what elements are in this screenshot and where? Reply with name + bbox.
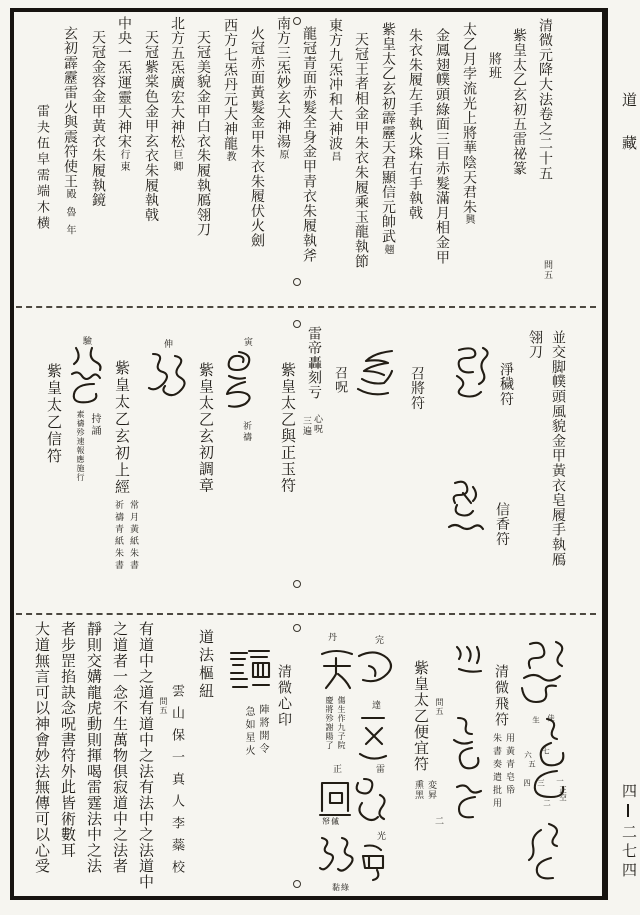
body-text-column: 靜則交媾龍虎動則揮喝雷霆法中之法: [85, 621, 101, 874]
stroke-mark: 生: [531, 716, 541, 724]
envoy-names-column: 雷夬伍皁需端木横: [35, 104, 50, 232]
editor-attribution: 雲山保一真人李蘂校: [170, 684, 185, 882]
stroke-mark: 四: [522, 779, 532, 787]
leaf-marker: 問五: [435, 698, 444, 716]
xinfu-note: 素禱殄速報應施行: [76, 410, 85, 482]
component-label: 達: [371, 700, 381, 710]
deity-column: 南方三炁妙玄大神湯原: [275, 16, 290, 162]
talisman-purification: [447, 344, 495, 399]
incantation-note: 心呪: [313, 414, 323, 434]
talisman-summon-general: [352, 345, 400, 400]
component-label: 丹: [327, 632, 337, 642]
deity-column: 天冠金容金甲黃衣朱履執鏡: [90, 30, 105, 208]
fold-mark: [293, 278, 301, 286]
deity-column: 龍冠青面赤髮全身金甲青衣朱履執斧: [301, 26, 316, 263]
stroke-mark: 佳: [546, 714, 556, 722]
deity-column: 天冠美貌金甲白衣朱履執鴈翎刀: [195, 30, 210, 238]
component-label: 完: [374, 635, 384, 645]
talisman-incense: [445, 477, 490, 535]
fu-title-yuzheng: 紫皇太乙與正玉符: [279, 362, 295, 494]
incantation-note: 三遍: [302, 416, 312, 436]
stroke-mark: 一: [555, 777, 565, 785]
deity-column: 北方五炁廣宏大神松巨卿: [169, 16, 184, 174]
deity-column: 西方七炁丹元大神龍教: [222, 18, 237, 164]
fu-title-feifu: 清微飛符: [493, 664, 508, 728]
deity-column: 火冠赤面黃髮金甲朱衣朱履伏火劍: [249, 26, 264, 248]
body-text-column: 有道中之道有道中之法有法中之法道中: [137, 621, 153, 890]
section-divider-top: [16, 306, 596, 308]
bianyi-note: 変昪: [427, 780, 437, 800]
leaf-marker: 問五: [159, 697, 168, 715]
deity-column: 太乙月孛流光上將華陰天君朱興: [461, 22, 476, 227]
talisman-double-curl: [312, 832, 356, 880]
canon-label: 道藏: [620, 92, 636, 178]
xinyin-note: 陣將開令: [257, 704, 268, 756]
volume-title: 清微元降大法卷之二十五: [537, 18, 552, 181]
stroke-mark: 三: [536, 779, 546, 787]
component-label: 正: [332, 764, 342, 774]
deity-column: 金鳳翅幞頭綠面三目赤髮滿月相金甲: [434, 28, 449, 265]
fold-mark: [293, 580, 301, 588]
stroke-mark: 六: [523, 751, 533, 759]
fu-title-bianyi: 紫皇太乙便宜符: [412, 660, 428, 772]
talisman-heart-seal: [227, 645, 277, 695]
fu-label-incense: 信香符: [494, 502, 509, 547]
shangjing-note: 祈禱青紙朱書: [114, 500, 124, 572]
description-column: 翎刀: [527, 330, 542, 360]
deity-column: 天冠紫棠色金甲玄衣朱履執戟: [143, 30, 158, 223]
component-label: 雷: [375, 764, 385, 774]
stroke-mark: 五: [527, 760, 537, 768]
talisman-component-guang: [353, 840, 393, 884]
xinyin-note: 急如星火: [243, 706, 254, 758]
fu-title-tiaozhang: 紫皇太乙玄初調章: [197, 362, 213, 494]
fu-label-purification: 淨穢符: [498, 362, 513, 407]
talisman-feifu-variant: [521, 820, 567, 882]
fold-mark: [293, 17, 301, 25]
talisman-component-lei: [350, 773, 392, 823]
leaf-marker: 問五: [543, 260, 553, 280]
body-text-column: 者步罡掐訣念呪書符外此皆術數耳: [59, 621, 75, 858]
talisman-dan: [314, 644, 360, 692]
tiny-pair-label: 黏綠: [332, 883, 350, 892]
description-column: 並交脚幞頭風貌金甲黃衣皂履手執鴈: [550, 330, 565, 567]
envoy-column: 玄初霹靂雷火與震符使王殿魯年: [62, 26, 77, 243]
folio-number-page: 二七四: [620, 824, 636, 881]
incantation-column: 雷帝轟刻亏: [306, 326, 321, 400]
tiny-mark: 寅: [243, 337, 253, 347]
deity-column: 紫皇太乙玄初霹靂天君顯信元帥武翹: [380, 22, 395, 256]
feifu-note: 用黃青皂帋: [505, 733, 515, 798]
talisman-xinfu: [68, 344, 104, 406]
section-heading-generals: 將班: [487, 52, 502, 80]
volume-subtitle: 紫皇太乙玄初五雷祕篆: [511, 28, 526, 176]
talisman-tiaozhang: [139, 348, 187, 406]
recite-label: 持誦: [89, 413, 100, 437]
body-text-column: 之道者一念不生萬物俱寂道中之法者: [111, 621, 127, 874]
talisman-feifu-main: [514, 638, 570, 710]
fold-mark: [293, 320, 301, 328]
tiny-mark: 伸: [163, 339, 173, 349]
talisman-snake: [444, 712, 488, 774]
talisman-prayer: [219, 348, 259, 408]
deity-column: 天冠王者相金甲朱衣朱履乘玉龍執節: [353, 32, 368, 269]
bianyi-note: 熏黑: [414, 780, 424, 800]
stroke-mark: 二: [542, 799, 552, 807]
component-label: 光: [376, 831, 386, 841]
fold-mark: [293, 624, 301, 632]
prayer-label: 祈禱: [242, 421, 252, 443]
stroke-mark: 七: [541, 747, 551, 755]
deity-column: 中央一炁運靈大神宋行東: [116, 16, 131, 174]
talisman-box: [316, 775, 354, 819]
folio-number-dash: [627, 804, 629, 817]
section-divider-bottom: [16, 613, 596, 615]
shangjing-note: 常月黃紙朱書: [129, 500, 139, 572]
deity-column: 朱衣朱履左手執火珠右手執戟: [407, 28, 422, 221]
tiny-pair-label: 帑傶: [322, 817, 340, 826]
fold-mark: [293, 880, 301, 888]
body-text-column: 大道無言可以神會妙法無傳可以心受: [33, 621, 49, 874]
tiny-mark: 驗: [82, 336, 92, 346]
feifu-note: 朱書奏遣批用: [492, 733, 502, 811]
fu-title-xinfu: 紫皇太乙信符: [45, 363, 61, 465]
stroke-mark: 正空: [558, 786, 568, 801]
fu-title-xinyin: 清微心印: [276, 664, 291, 728]
section-title-shuniu: 道法樞紐: [197, 629, 213, 701]
talisman-strokes: [449, 643, 487, 675]
fu-label-summon-general: 召將符: [409, 366, 424, 411]
dan-note: 慶將殄謝陽了: [325, 696, 334, 750]
dan-note: 傷生作九子院: [337, 696, 346, 750]
bianyi-note: 二: [434, 816, 444, 826]
summon-incantation-label: 召呪: [333, 366, 348, 394]
talisman-component-da: [354, 710, 392, 766]
talisman-curl: [447, 779, 489, 827]
fu-title-shangjing: 紫皇太乙玄初上經: [113, 360, 129, 496]
deity-column: 東方九炁冲和大神波昌: [327, 18, 342, 164]
folio-number-volume: 四: [620, 783, 636, 798]
